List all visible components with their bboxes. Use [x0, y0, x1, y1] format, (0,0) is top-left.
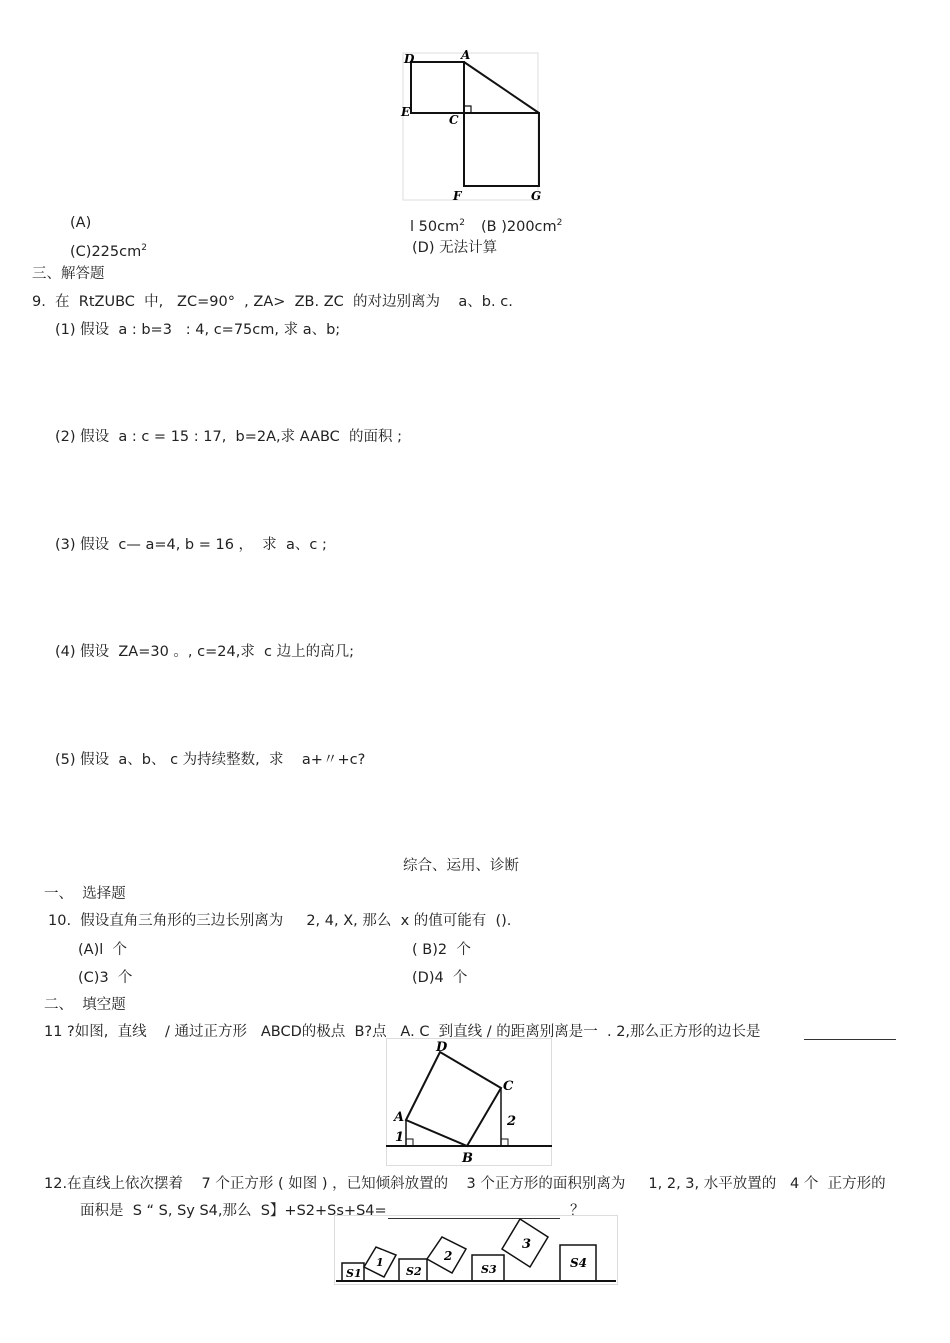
label-d: D — [436, 1040, 448, 1055]
q10-option-d: (D)4 个 — [412, 970, 468, 986]
label-c: C — [503, 1079, 514, 1094]
q12-stem-line1: 12.在直线上依次摆着 7 个正方形 ( 如图 ) ，已知倾斜放置的 3 个正方形的面积别离为 1, 2, 3, 水平放置的 4 个 正方形的 — [44, 1176, 886, 1192]
label-b: B — [462, 1151, 473, 1166]
label-c: C — [449, 113, 459, 127]
q9-part-2: (2) 假设 a : c = 15 : 17, b=2A,求 AABC 的面积 ; — [55, 429, 403, 445]
label-a: A — [461, 48, 471, 62]
label-d: D — [404, 52, 415, 66]
q10-option-a: (A)l 个 — [78, 942, 127, 958]
q8-option-d: (D) 无法计算 — [412, 240, 498, 256]
q11-stem: 11 ?如图, 直线 / 通过正方形 ABCD的极点 B?点 A. C 到直线 / 的距离别离是一 . 2,那么正方形的边长是 — [44, 1024, 761, 1040]
q10-option-b: ( B)2 个 — [412, 942, 471, 958]
figure-seven-squares — [334, 1215, 618, 1285]
label-s3: S3 — [481, 1263, 497, 1276]
figure-square-line — [386, 1038, 552, 1166]
label-area-2: 2 — [444, 1249, 453, 1263]
label-e: E — [401, 105, 411, 119]
q9-part-5: (5) 假设 a、b、 c 为持续整数, 求 a+〃+c? — [55, 752, 366, 768]
label-f: F — [453, 189, 462, 203]
q11-answer-blank[interactable] — [804, 1039, 896, 1040]
q8-option-a-label: (A) — [70, 215, 92, 231]
label-distance-2: 2 — [507, 1114, 517, 1129]
q9-stem: 9. 在 RtZUBC 中, ZC=90° , ZA> ZB. ZC 的对边别离为 a、b. c. — [32, 294, 513, 310]
section-heading-solve: 三、解答题 — [32, 266, 105, 282]
q8-option-a-value: l $50cm^2$ — [410, 218, 465, 235]
q12-stem-line2: 面积是 S “ S, Sy S4,那么 S】+S2+Ss+S4= — [80, 1203, 387, 1219]
label-g: G — [531, 189, 542, 203]
label-s1: S1 — [346, 1267, 362, 1280]
section-heading-fill: 二、 填空题 — [44, 997, 126, 1013]
q9-part-3: (3) 假设 c— a=4, b = 16 ， 求 a、c ; — [55, 537, 327, 553]
label-area-1: 1 — [376, 1256, 384, 1269]
q10-stem: 10. 假设直角三角形的三边长别离为 2, 4, X, 那么 x 的值可能有 (). — [48, 913, 512, 929]
label-s4: S4 — [570, 1256, 588, 1270]
label-a: A — [394, 1110, 405, 1125]
q12-end-mark: ？ — [570, 1203, 585, 1219]
q9-part-4: (4) 假设 ZA=30 。, c=24,求 c 边上的高几; — [55, 644, 355, 660]
section-heading-choice: 一、 选择题 — [44, 886, 126, 902]
q8-option-b: (B )$200cm^2$ — [481, 218, 563, 235]
q9-part-1: (1) 假设 a : b=3 : 4, c=75cm, 求 a、b; — [55, 322, 341, 338]
label-area-3: 3 — [522, 1237, 532, 1252]
section-title: 综合、运用、诊断 — [403, 858, 519, 874]
label-distance-1: 1 — [395, 1130, 405, 1145]
q8-option-c: $(C)225cm^2$ — [70, 243, 147, 260]
label-s2: S2 — [406, 1265, 422, 1278]
figure-squares-triangle — [395, 48, 545, 203]
q10-option-c: (C)3 个 — [78, 970, 133, 986]
